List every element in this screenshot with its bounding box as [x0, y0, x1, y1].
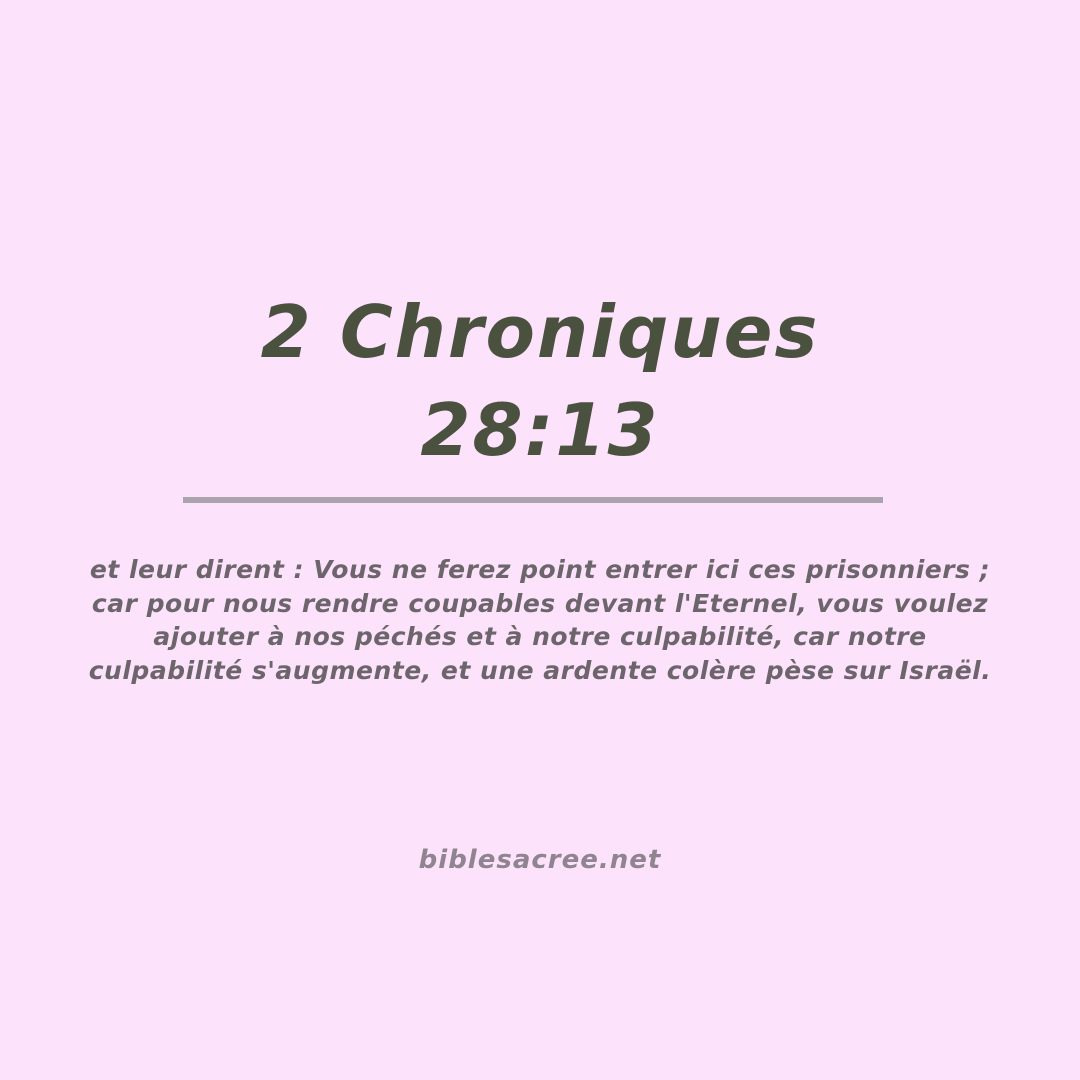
- verse-line: car pour nous rendre coupables devant l'Eternel, vous voulez: [91, 588, 989, 618]
- verse-line: culpabilité s'augmente, et une ardente colère pèse sur Israël.: [88, 655, 992, 685]
- site-attribution: biblesacree.net: [418, 845, 662, 875]
- verse-text: [0, 553, 1080, 687]
- verse-line: et leur dirent : Vous ne ferez point entrer ici ces prisonniers ;: [89, 555, 991, 584]
- book-name: 2 Chroniques: [260, 290, 820, 374]
- divider-line: [183, 497, 883, 503]
- page-title: [0, 283, 1080, 479]
- verse-reference: 28:13: [420, 388, 660, 472]
- verse-line: ajouter à nos péchés et à notre culpabilité, car notre: [153, 622, 927, 651]
